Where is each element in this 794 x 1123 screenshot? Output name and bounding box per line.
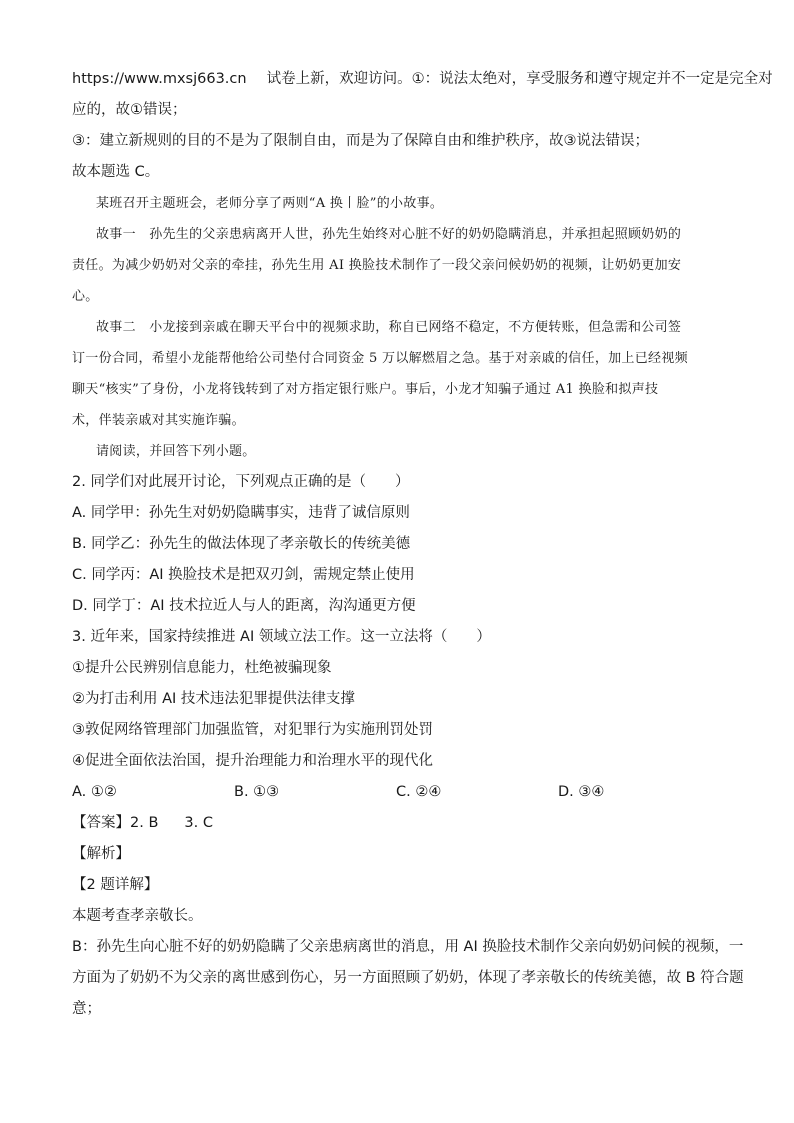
question-2-stem: 2. 同学们对此展开讨论，下列观点正确的是（ ） <box>72 474 410 490</box>
question-3-item-1: ①提升公民辨别信息能力，杜绝被骗现象 <box>72 660 332 676</box>
explanation-line-2: 应的，故①错误； <box>72 102 187 118</box>
story2-line-4: 术，伴装亲戚对其实施诈骗。 <box>72 413 245 428</box>
story1-line-1: 故事一 孙先生的父亲患病离开人世，孙先生始终对心脏不好的奶奶隐瞒消息，并承担起照顾奶奶的 <box>96 227 682 242</box>
question-3-item-3: ③敦促网络管理部门加强监管，对犯罪行为实施刑罚处罚 <box>72 722 433 738</box>
explanation-line-4: 故本题选 C。 <box>72 164 160 180</box>
question-3-item-4: ④促进全面依法治国，提升治理能力和治理水平的现代化 <box>72 753 433 769</box>
site-url[interactable]: https://www.mxsj663.cn <box>72 71 247 87</box>
story2-line-3: 聊天“核实”了身份，小龙将钱转到了对方指定银行账户。事后，小龙才知骗子通过 A1 换脸和拟声技 <box>72 382 659 397</box>
story2-line-2: 订一份合同，希望小龙能帮他给公司垫付合同资金 5 万以解燃眉之急。基于对亲戚的信任，加上已经视频 <box>72 351 688 366</box>
question-3-choice-a: A. ①② <box>72 784 117 800</box>
question-2-option-c: C. 同学丙：AI 换脸技术是把双刃剑，需规定禁止使用 <box>72 567 415 583</box>
question-2-option-d: D. 同学丁：AI 技术拉近人与人的距离，沟沟通更方便 <box>72 598 416 614</box>
analysis-line-1: 本题考查孝亲敬长。 <box>72 908 203 924</box>
question-3-choice-d: D. ③④ <box>558 784 605 800</box>
question-3-stem: 3. 近年来，国家持续推进 AI 领域立法工作。这一立法将（ ） <box>72 629 491 645</box>
analysis-line-3: 方面为了奶奶不为父亲的离世感到伤心，另一方面照顾了奶奶，体现了孝亲敬长的传统美德，故 B 符合题 <box>72 970 744 986</box>
question-3-choice-c: C. ②④ <box>396 784 442 800</box>
story1-line-2: 责任。为减少奶奶对父亲的牵挂，孙先生用 AI 换脸技术制作了一段父亲问候奶奶的视频，让奶奶更加安 <box>72 258 682 273</box>
analysis-label: 【解析】 <box>72 846 130 862</box>
answer-line <box>72 808 724 839</box>
analysis-line-4: 意； <box>72 1001 101 1017</box>
story-intro: 某班召开主题班会，老师分享了两则“A 换丨脸”的小故事。 <box>96 196 444 211</box>
story2-line-1: 故事二 小龙接到亲戚在聊天平台中的视频求助，称自已网络不稳定，不方便转账，但急需和公司签 <box>96 320 682 335</box>
header-line-1 <box>72 64 773 95</box>
analysis-line-2: B：孙先生向心脏不好的奶奶隐瞒了父亲患病离世的消息，用 AI 换脸技术制作父亲向奶奶问候的视频，一 <box>72 939 744 955</box>
answer-q3: 3. C <box>184 815 213 831</box>
analysis-q2-header: 【2 题详解】 <box>72 877 159 893</box>
story-instruction: 请阅读，并回答下列小题。 <box>96 444 256 459</box>
explanation-line-3: ③：建立新规则的目的不是为了限制自由，而是为了保障自由和维护秩序，故③说法错误； <box>72 133 649 149</box>
question-3-item-2: ②为打击利用 AI 技术违法犯罪提供法律支撑 <box>72 691 355 707</box>
question-3-choices <box>72 777 724 808</box>
story1-line-3: 心。 <box>72 289 99 304</box>
explanation-line-1: 试卷上新，欢迎访问。①：说法太绝对，享受服务和遵守规定并不一定是完全对 <box>266 71 773 87</box>
question-2-option-b: B. 同学乙：孙先生的做法体现了孝亲敬长的传统美德 <box>72 536 411 552</box>
answer-label: 【答案】 <box>72 815 130 831</box>
question-3-choice-b: B. ①③ <box>234 784 280 800</box>
answer-q2: 2. B <box>130 815 159 831</box>
question-2-option-a: A. 同学甲：孙先生对奶奶隐瞒事实，违背了诚信原则 <box>72 505 410 521</box>
document-page <box>72 64 773 1025</box>
